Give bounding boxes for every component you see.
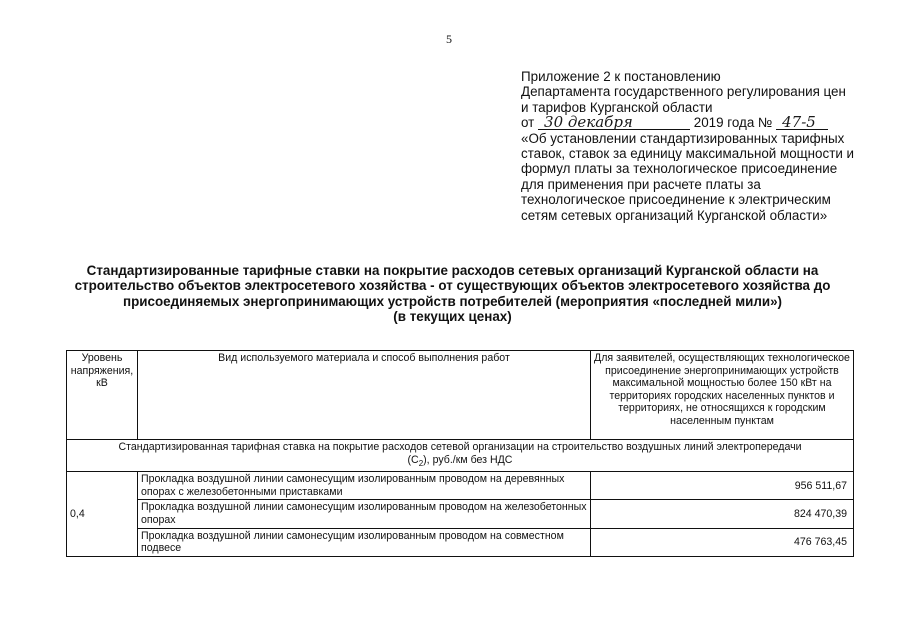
section-title <box>67 440 854 472</box>
table-row <box>67 472 854 500</box>
annex-line: Департамента государственного регулирования цен <box>521 84 846 100</box>
voltage-level-cell: 0,4 <box>67 472 138 557</box>
document-title <box>60 263 845 325</box>
annex-line: технологическое присоединение к электрическим <box>521 192 831 208</box>
handwritten-date: 30 декабря <box>538 116 690 130</box>
header-work: Вид используемого материала и способ выполнения работ <box>138 351 591 440</box>
header-voltage: Уровень напряжения, кВ <box>67 351 138 440</box>
table-row <box>67 528 854 556</box>
page-number: 5 <box>446 32 452 46</box>
title-line: Стандартизированные тарифные ставки на покрытие расходов сетевых организаций Курганской области на <box>86 263 819 278</box>
tariff-table <box>66 350 854 557</box>
annex-header <box>521 69 861 223</box>
annex-line: «Об установлении стандартизированных тарифных <box>521 130 845 146</box>
annex-line: Приложение 2 к постановлению <box>521 69 721 84</box>
table-header-row <box>67 351 854 440</box>
title-line: (в текущих ценах) <box>393 309 512 325</box>
work-cell: Прокладка воздушной линии самонесущим изолированным проводом на железобетонных опорах <box>138 500 591 528</box>
annex-year-label: 2019 года № <box>693 115 773 131</box>
title-line: строительство объектов электросетевого хозяйства - от существующих объектов электросетевого хозяйства до <box>74 278 831 294</box>
annex-line: и тарифов Курганской области <box>521 99 713 115</box>
value-cell: 824 470,39 <box>591 500 854 528</box>
section-line-1: Стандартизированная тарифная ставка на покрытие расходов сетевой организации на строительство воздушных линий электропередачи <box>118 441 802 453</box>
title-line: присоединяемых энергопринимающих устройств потребителей (мероприятия «последней мили») <box>123 293 782 309</box>
section-line-2: $(С_2)$, руб./км без НДС <box>407 453 513 468</box>
work-cell: Прокладка воздушной линии самонесущим изолированным проводом на совместном подвесе <box>138 528 591 556</box>
section-row <box>67 440 854 472</box>
header-applicants: Для заявителей, осуществляющих технологическое присоединение энергопринимающих устройств максимальной мощностью более 150 кВт на территориях городских населенных пунктов и территориях, не относящихся к городским населенным пунктам <box>591 351 854 440</box>
annex-line: сетям сетевых организаций Курганской области» <box>521 207 828 223</box>
annex-line: для применения при расчете платы за <box>521 176 761 192</box>
table-row <box>67 500 854 528</box>
work-cell: Прокладка воздушной линии самонесущим изолированным проводом на деревянных опорах с железобетонными приставками <box>138 472 591 500</box>
annex-line: ставок, ставок за единицу максимальной мощности и <box>521 146 855 162</box>
annex-date-line <box>521 115 861 130</box>
value-cell: 476 763,45 <box>591 528 854 556</box>
handwritten-number: 47-5 <box>776 116 828 130</box>
annex-line: формул платы за технологическое присоединение <box>521 161 838 177</box>
annex-from-label: от <box>521 115 535 131</box>
value-cell: 956 511,67 <box>591 472 854 500</box>
